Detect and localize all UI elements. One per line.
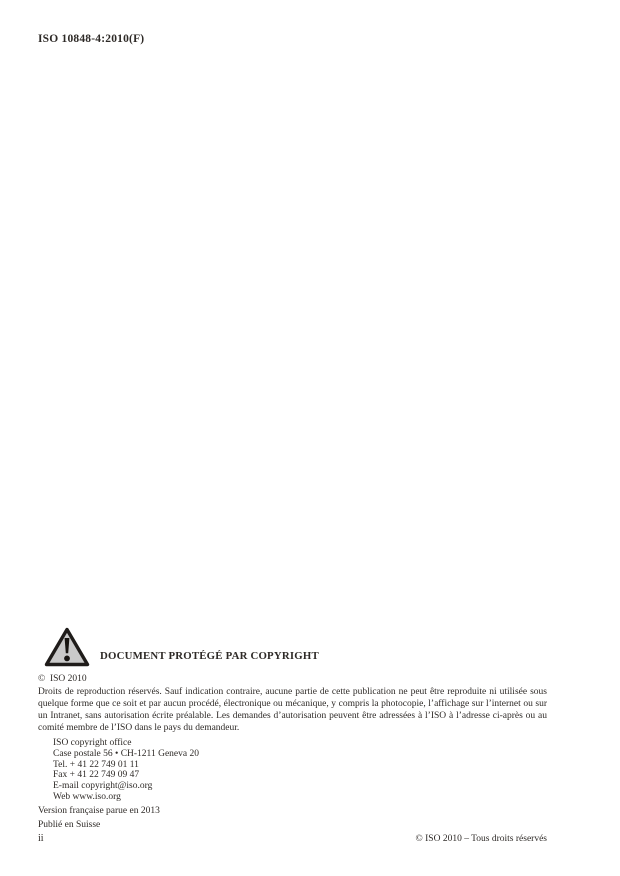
copyright-notice-block bbox=[38, 625, 547, 830]
footer-rights: © ISO 2010 – Tous droits réservés bbox=[415, 834, 547, 844]
copyright-notice-title: DOCUMENT PROTÉGÉ PAR COPYRIGHT bbox=[100, 650, 319, 662]
document-reference: ISO 10848-4:2010(F) bbox=[38, 33, 145, 45]
copyright-paragraph: Droits de reproduction réservés. Sauf indication contraire, aucune partie de cette publication ne peut être reproduite ni utilisée sous quelque forme que ce soit et par aucun procédé, électronique ou mécanique, y compris la photocopie, l’affichage sur l’internet ou sur un Intranet, sans autorisation écrite préalable. Les demandes d’autorisation peuvent être adressées à l’ISO à l’adresse ci-après ou au comité membre de l’ISO dans le pays du demandeur. bbox=[38, 687, 547, 733]
address-line-postal: Case postale 56 • CH-1211 Geneva 20 bbox=[53, 748, 199, 759]
iso-address-block bbox=[53, 738, 547, 803]
address-line-email: E-mail copyright@iso.org bbox=[53, 781, 153, 792]
copyright-year-line: © ISO 2010 bbox=[38, 674, 87, 684]
published-line: Publié en Suisse bbox=[38, 819, 101, 830]
address-line-fax: Fax + 41 22 749 09 47 bbox=[53, 770, 140, 781]
page-footer bbox=[38, 833, 547, 844]
address-line-tel: Tel. + 41 22 749 01 11 bbox=[53, 759, 139, 770]
warning-triangle-icon bbox=[43, 625, 91, 668]
copyright-notice-header bbox=[38, 625, 547, 668]
page-number: ii bbox=[38, 833, 44, 844]
version-line: Version française parue en 2013 bbox=[38, 806, 160, 817]
address-line-web: Web www.iso.org bbox=[53, 791, 121, 802]
address-line-office: ISO copyright office bbox=[53, 738, 132, 748]
